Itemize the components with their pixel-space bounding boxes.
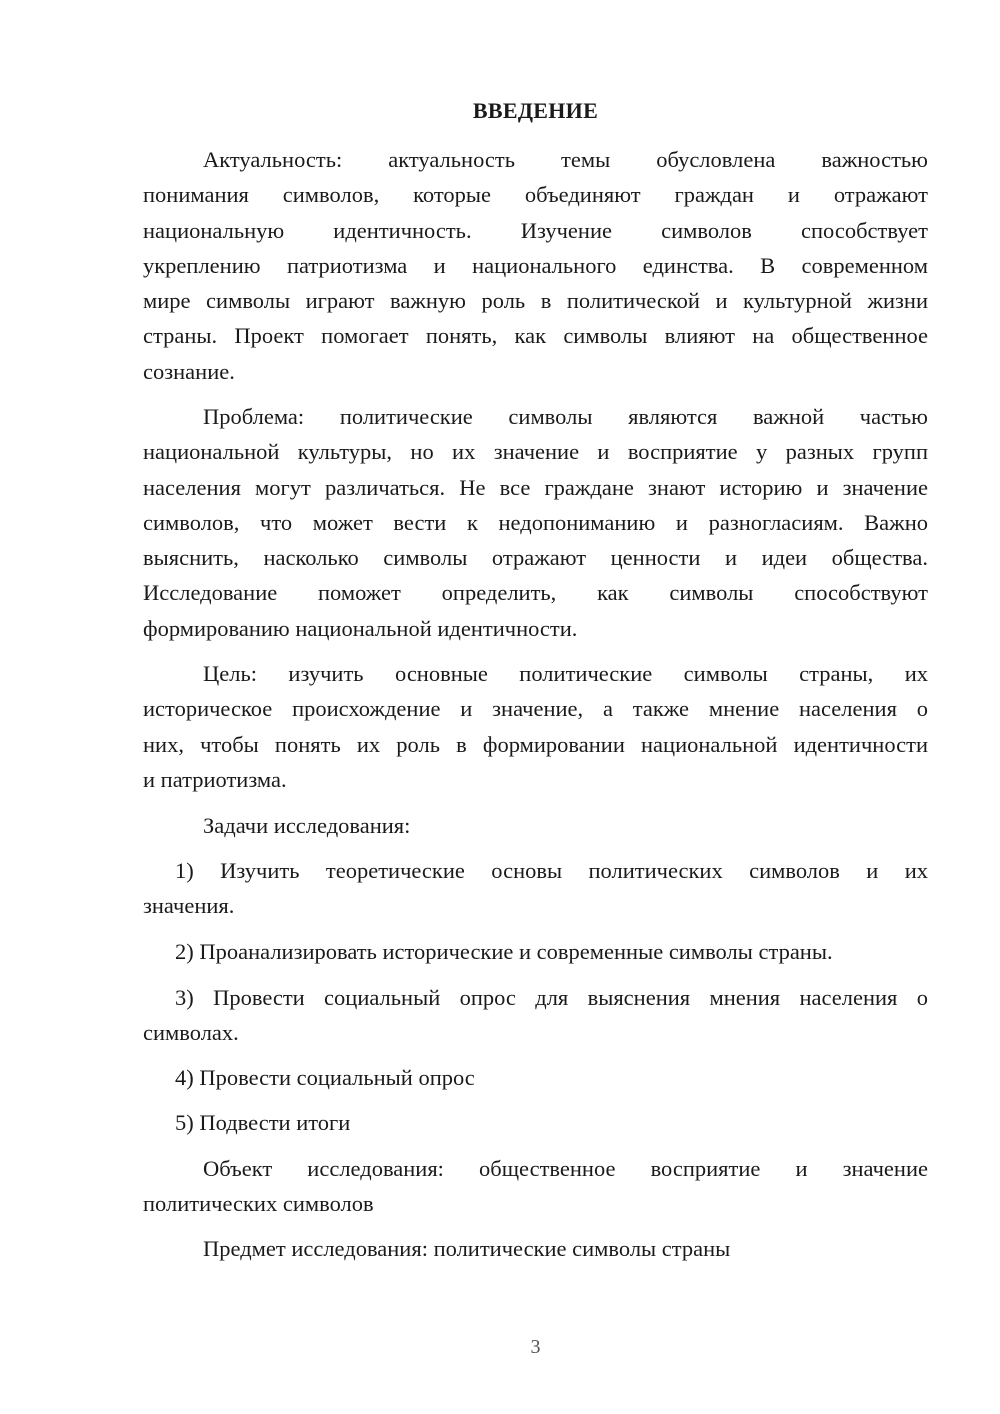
text-line: символов, что может вести к недопониманию и разногласиям. Важно — [143, 509, 928, 535]
text-line: значения. — [143, 893, 235, 919]
text-line: символах. — [143, 1020, 239, 1046]
text-line: национальную идентичность. Изучение символов способствует — [143, 217, 928, 243]
tasks-title — [143, 808, 928, 843]
task-item-1 — [143, 853, 928, 924]
text-line: мире символы играют важную роль в политической и культурной жизни — [143, 288, 928, 314]
paragraph-relevance — [143, 142, 928, 389]
text-line: историческое происхождение и значение, а также мнение населения о — [143, 696, 928, 722]
text-line: населения могут различаться. Не все граждане знают историю и значение — [143, 474, 928, 500]
task-item-2 — [143, 934, 928, 969]
text-line: национальной культуры, но их значение и восприятие у разных групп — [143, 439, 928, 465]
task-item-3 — [143, 980, 928, 1051]
text-line: Цель: изучить основные политические символы страны, их — [203, 661, 928, 686]
text-line: 4) Провести социальный опрос — [175, 1065, 475, 1090]
text-line: 1) Изучить теоретические основы политических символов и их — [175, 858, 928, 883]
paragraph-goal — [143, 656, 928, 797]
text-line: Объект исследования: общественное восприятие и значение — [203, 1156, 928, 1181]
text-line: них, чтобы понять их роль в формировании национальной идентичности — [143, 731, 928, 757]
paragraph-object — [143, 1151, 928, 1222]
text-line: страны. Проект помогает понять, как символы влияют на общественное — [143, 323, 928, 349]
text-line: Исследование поможет определить, как символы способствуют — [143, 580, 928, 606]
text-line: Актуальность: актуальность темы обусловлена важностью — [203, 147, 928, 172]
page-number: 3 — [530, 1336, 541, 1358]
task-item-5 — [143, 1105, 928, 1140]
text-line: Предмет исследования: политические символы страны — [203, 1236, 731, 1261]
paragraph-problem — [143, 399, 928, 646]
text-line: понимания символов, которые объединяют граждан и отражают — [143, 182, 928, 208]
text-line: 2) Проанализировать исторические и современные символы страны. — [175, 939, 833, 964]
section-heading: ВВЕДЕНИЕ — [472, 98, 599, 123]
text-line: 5) Подвести итоги — [175, 1110, 351, 1135]
text-line: сознание. — [143, 358, 235, 384]
text-line: и патриотизма. — [143, 766, 287, 792]
paragraph-subject — [143, 1231, 928, 1266]
text-line: Задачи исследования: — [203, 813, 411, 838]
text-line: политических символов — [143, 1191, 374, 1217]
text-line: 3) Провести социальный опрос для выяснения мнения населения о — [175, 985, 928, 1010]
text-line: Проблема: политические символы являются важной частью — [203, 404, 928, 429]
document-page — [143, 0, 928, 1414]
text-line: формированию национальной идентичности. — [143, 615, 578, 641]
text-line: выяснить, насколько символы отражают ценности и идеи общества. — [143, 545, 928, 571]
task-item-4 — [143, 1060, 928, 1095]
text-line: укреплению патриотизма и национального единства. В современном — [143, 252, 928, 278]
